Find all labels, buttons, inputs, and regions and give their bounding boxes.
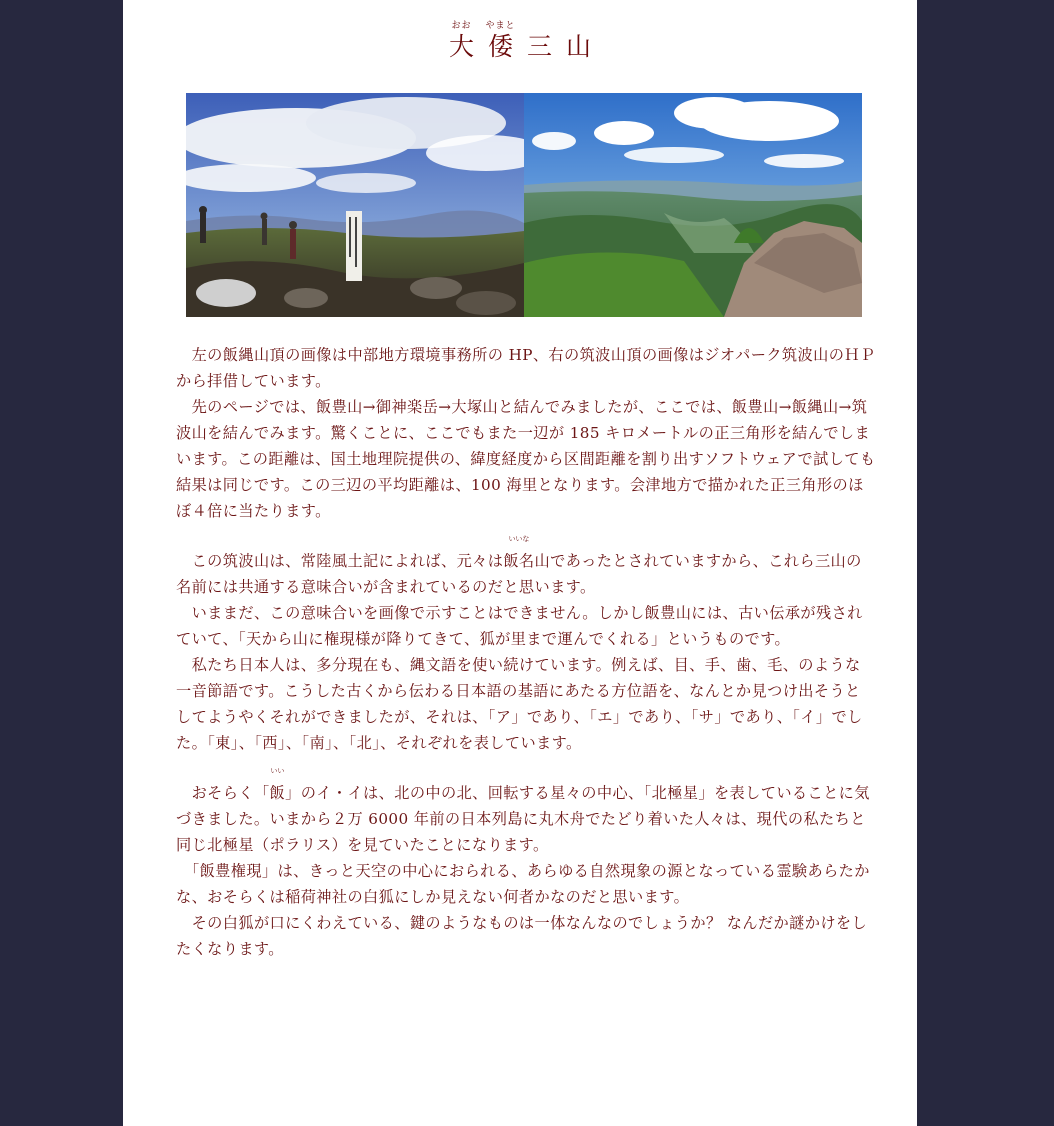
article-body xyxy=(176,342,876,962)
title-char: やまと 倭 xyxy=(485,21,516,61)
paragraph: 先のページでは、飯豊山→御神楽岳→大塚山と結んでみましたが、ここでは、飯豊山→飯縄山→筑波山を結んでみます。驚くことに、ここでもまた一辺が 185 キロメートルの正三角形を結んでしまいます。この距離は、国土地理院提供の、緯度経度から区間距離を割り出すソフトウェアで試しても結果は同じです。この三辺の平均距離は、100 海里となります。会津地方で描かれた正三角形のほぼ４倍に当たります。 xyxy=(176,398,876,520)
page-title xyxy=(123,21,917,61)
paragraph: 左の飯縄山頂の画像は中部地方環境事務所の HP、右の筑波山頂の画像はジオパーク筑波山のＨＰから拝借しています。 xyxy=(176,346,876,390)
ruby-word: いい 飯 xyxy=(269,767,286,802)
title-char: おお 大 xyxy=(448,21,474,61)
ruby-word: いいな 飯名 xyxy=(503,535,535,570)
title-ruby: やまと xyxy=(485,21,516,31)
page xyxy=(123,0,917,1126)
ruby-text: いいな xyxy=(508,535,530,543)
title-ruby: おお xyxy=(451,21,472,31)
summit-photo-right xyxy=(524,93,862,317)
summit-photo-left xyxy=(186,93,524,317)
paragraph: 「飯豊権現」は、きっと天空の中心におられる、あらゆる自然現象の源となっている霊験あらたかな、おそらくは稲荷神社の白狐にしか見えない何者かなのだと思います。 xyxy=(176,862,870,906)
paragraph: いままだ、この意味合いを画像で示すことはできません。しかし飯豊山には、古い伝承が残されていて、「天から山に権現様が降りてきて、狐が里まで運んでくれる」というものです。 xyxy=(176,604,863,648)
title-char: 三 xyxy=(527,32,553,61)
paragraph: おそらく「 いい 飯」のイ・イは、北の中の北、回転する星々の中心、「北極星」を表していることに気づきました。いまから２万 6000 年前の日本列島に丸木舟でたどり着いた人々は、現代の私たちと同じ北極星（ポラリス）を見ていたことになります。 xyxy=(176,767,870,854)
title-char: 山 xyxy=(566,32,592,61)
paragraph: この筑波山は、常陸風土記によれば、元々は いいな 飯名山であったとされていますから、これら三山の名前には共通する意味合いが含まれているのだと思います。 xyxy=(176,535,862,596)
paragraph: 私たち日本人は、多分現在も、縄文語を使い続けています。例えば、目、手、歯、毛、のような一音節語です。こうした古くから伝わる日本語の基語にあたる方位語を、なんとか見つけ出そうとしてようやくそれができましたが、それは、「ア」であり、「エ」であり、「サ」であり、「イ」でした。「東」、「西」、「南」、「北」、それぞれを表しています。 xyxy=(176,656,863,752)
paragraph: その白狐が口にくわえている、鍵のようなものは一体なんなのでしょうか？ なんだか謎かけをしたくなります。 xyxy=(176,914,868,958)
ruby-text: いい xyxy=(270,767,285,775)
